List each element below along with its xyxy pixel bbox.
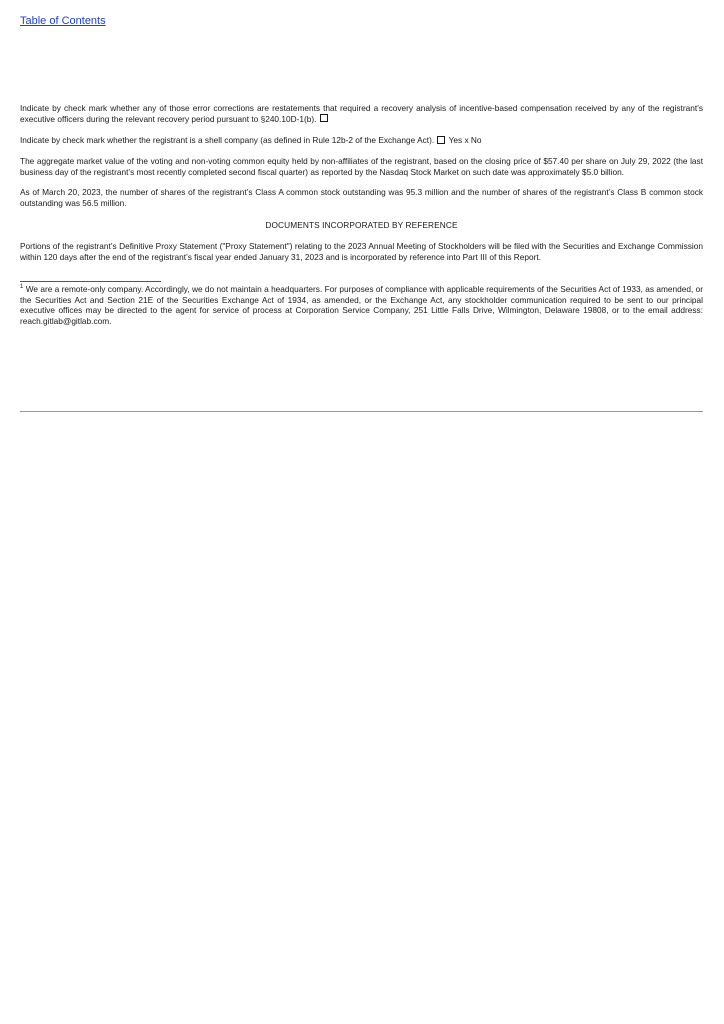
shell-company-paragraph bbox=[20, 135, 703, 146]
recovery-analysis-text: Indicate by check mark whether any of those error corrections are restatements that required a recovery analysis of incentive-based compensation received by any of the registrant’s executive officers during the relevant recovery period pursuant to §240.10D-1(b). bbox=[20, 103, 703, 124]
shell-company-answer: Yes x No bbox=[448, 135, 482, 145]
footnote-marker: 1 bbox=[20, 284, 24, 290]
market-value-paragraph: The aggregate market value of the voting and non-voting common equity held by non-affiliates of the registrant, based on the closing price of $57.40 per share on July 29, 2022 (the last business day of the registrant’s most recently completed second fiscal quarter) as reported by the Nasdaq Stock Market on such date was approximately $5.0 billion. bbox=[20, 156, 703, 177]
recovery-analysis-paragraph bbox=[20, 103, 703, 124]
footnote-divider bbox=[20, 281, 161, 282]
shares-outstanding-paragraph: As of March 20, 2023, the number of shares of the registrant’s Class A common stock outstanding was 95.3 million and the number of shares of the registrant’s Class B common stock outstanding was 56.5 million. bbox=[20, 187, 703, 208]
checkbox-icon bbox=[320, 114, 328, 122]
documents-incorporated-heading: DOCUMENTS INCORPORATED BY REFERENCE bbox=[265, 220, 458, 230]
page-divider bbox=[20, 411, 703, 412]
table-of-contents-link[interactable]: Table of Contents bbox=[20, 15, 106, 27]
footnote-text: We are a remote-only company. Accordingly, we do not maintain a headquarters. For purposes of compliance with applicable requirements of the Securities Act of 1933, as amended, or the Securities Act and Section 21E of the Securities Exchange Act of 1934, as amended, or the Exchange Act, any stockholder communication required to be sent to our principal executive offices may be directed to the agent for service of process at Corporation Service Company, 251 Little Falls Drive, Wilmington, Delaware 19808, or to the email address: reach.gitlab@gitlab.com. bbox=[20, 284, 703, 326]
checkbox-icon bbox=[437, 136, 445, 144]
proxy-statement-paragraph: Portions of the registrant’s Definitive Proxy Statement ("Proxy Statement") relating to the 2023 Annual Meeting of Stockholders will be filed with the Securities and Exchange Commission within 120 days after the end of the registrant’s fiscal year ended January 31, 2023 and is incorporated by reference into Part III of this Report. bbox=[20, 241, 703, 262]
footnote-paragraph bbox=[20, 284, 703, 326]
shell-company-text: Indicate by check mark whether the registrant is a shell company (as defined in Rule 12b-2 of the Exchange Act). bbox=[20, 135, 435, 145]
